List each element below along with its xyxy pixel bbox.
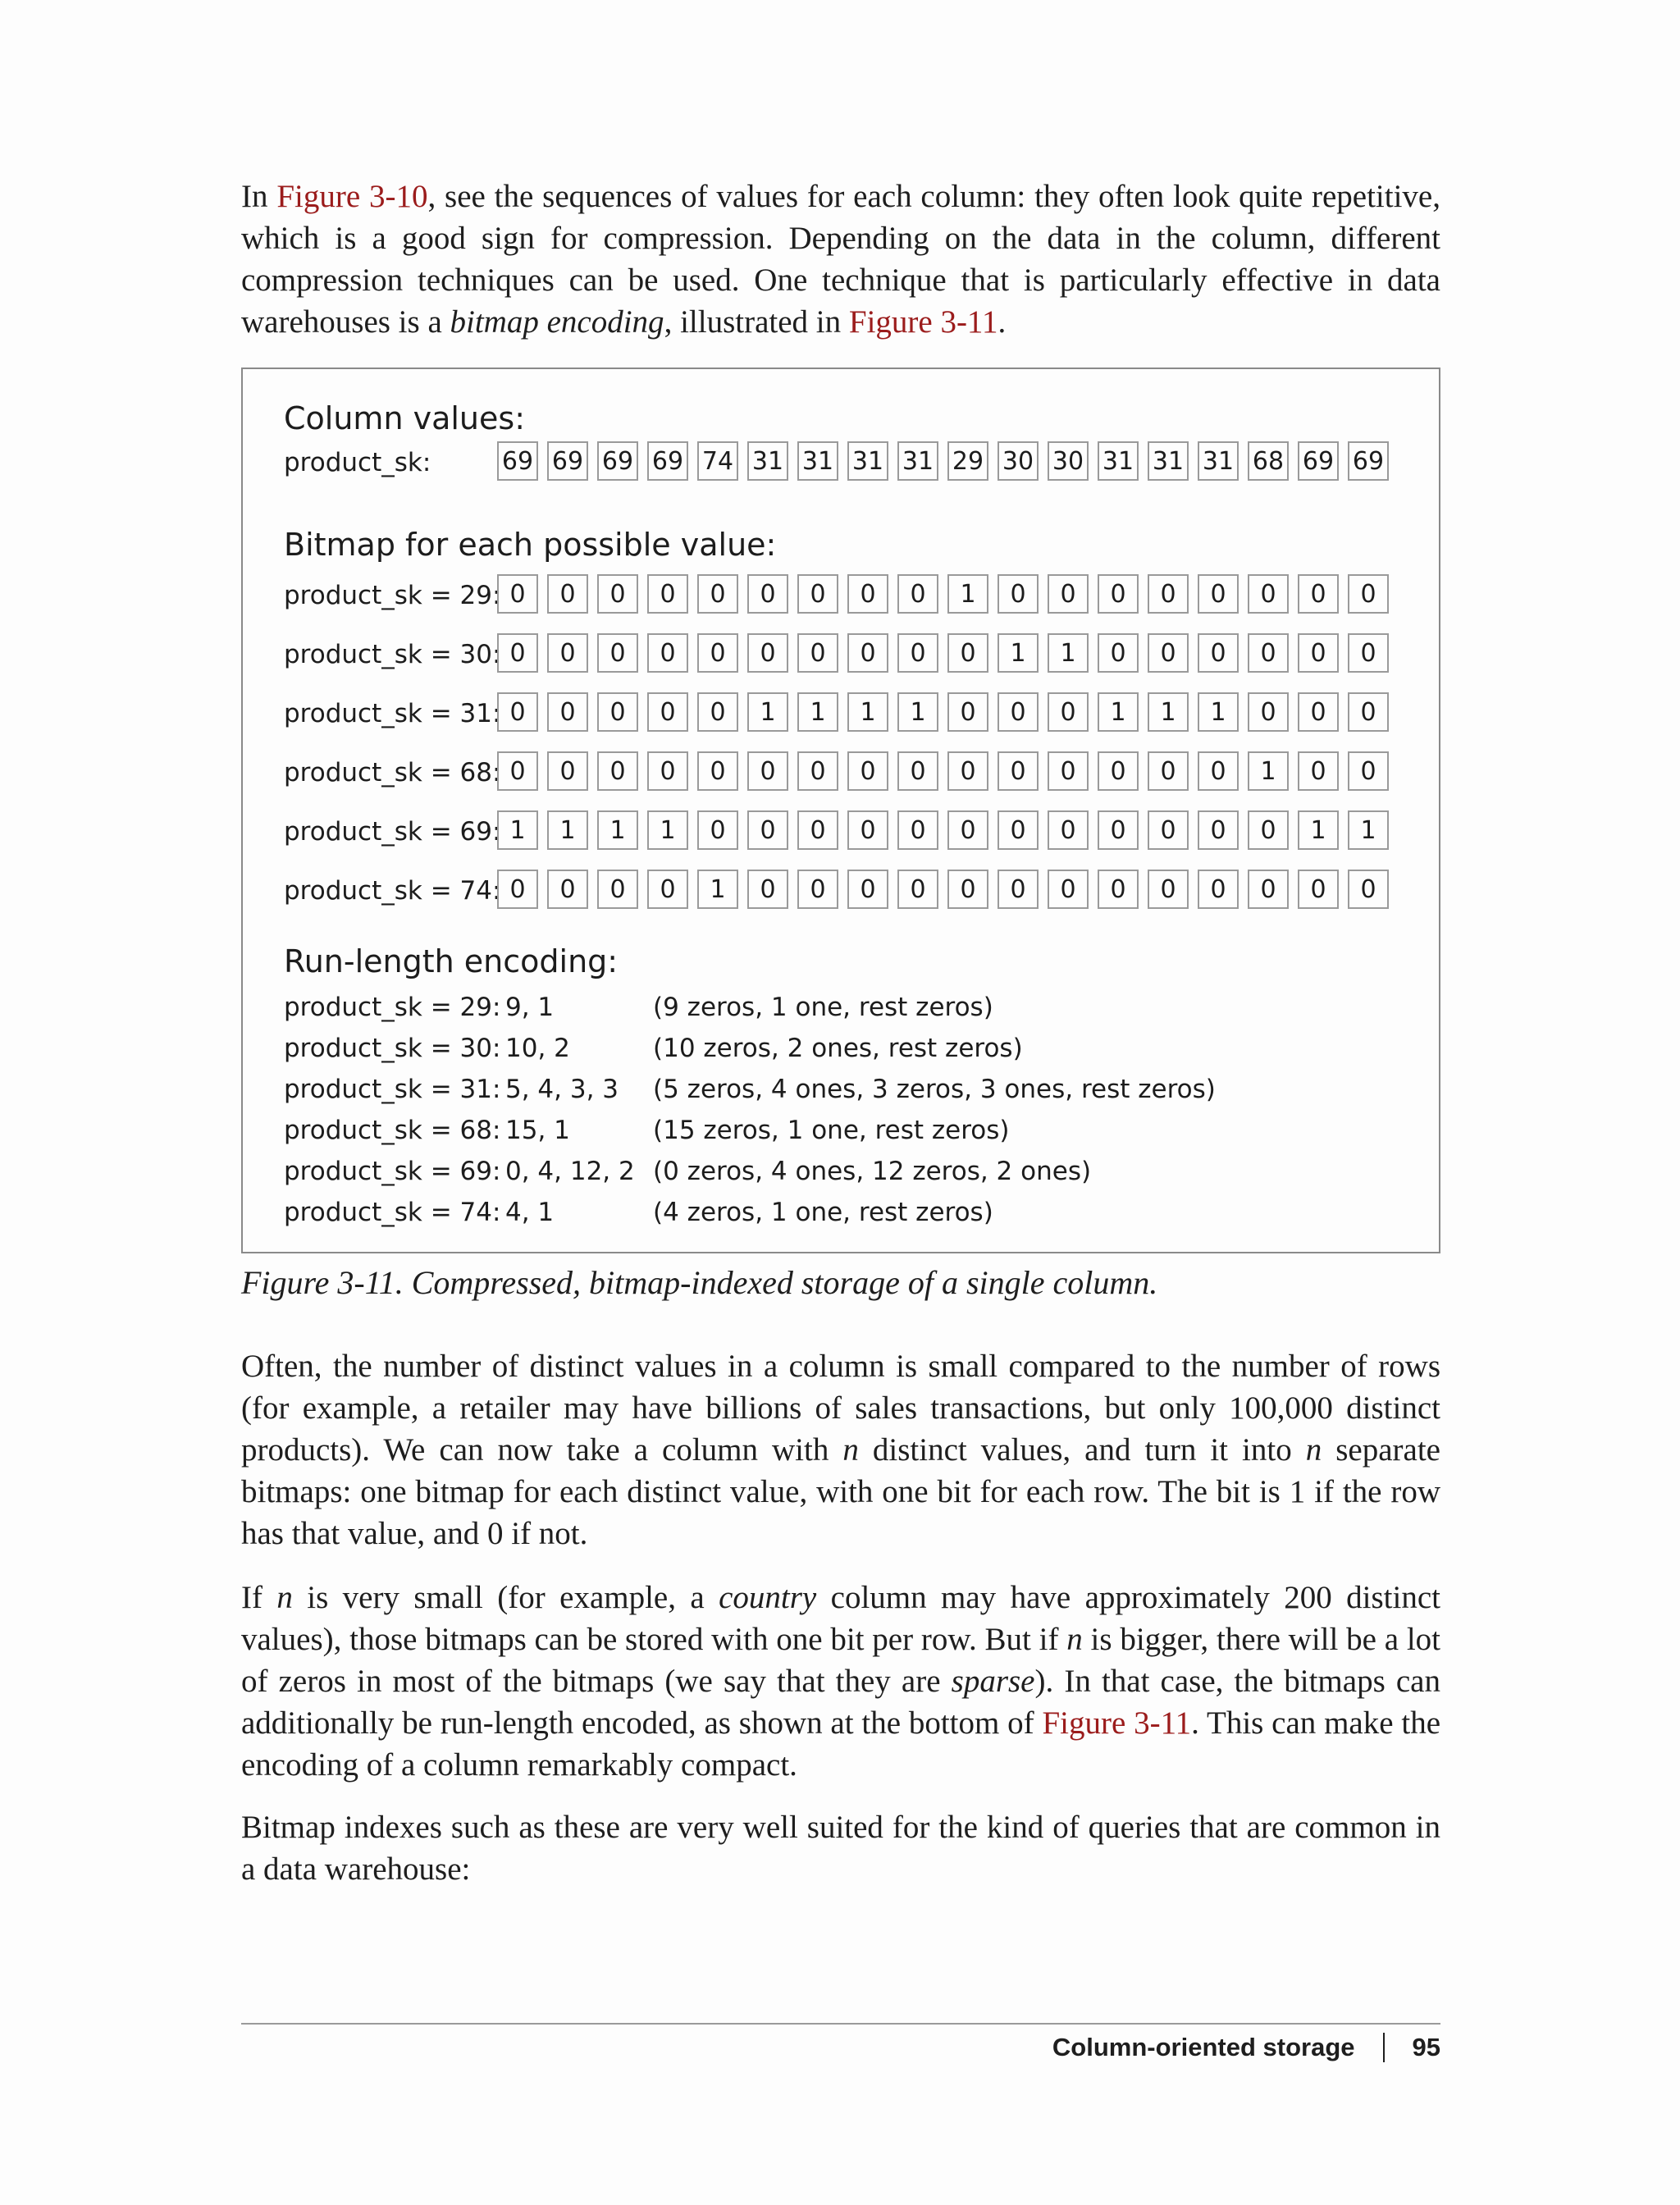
bit-cell: 0 xyxy=(947,751,988,791)
bitmap-row xyxy=(497,574,1389,614)
figure-3-11 xyxy=(241,368,1440,1253)
bit-cell: 0 xyxy=(1098,810,1139,850)
bit-cell: 0 xyxy=(497,870,538,909)
column-values-heading: Column values: xyxy=(284,400,525,436)
figure-3-10-link[interactable]: Figure 3-10 xyxy=(276,179,428,214)
bit-cell: 0 xyxy=(1248,633,1289,673)
rle-code: 9, 1 xyxy=(505,993,555,1022)
rle-description: (9 zeros, 1 one, rest zeros) xyxy=(653,993,993,1022)
bit-cell: 0 xyxy=(547,692,588,732)
rle-description: (5 zeros, 4 ones, 3 zeros, 3 ones, rest zeros) xyxy=(653,1075,1216,1104)
bit-cell: 0 xyxy=(897,751,938,791)
bit-cell: 0 xyxy=(497,692,538,732)
bit-cell: 0 xyxy=(1348,633,1389,673)
bit-cell: 0 xyxy=(647,692,688,732)
bit-cell: 0 xyxy=(1098,633,1139,673)
bit-cell: 0 xyxy=(797,751,838,791)
rle-code: 0, 4, 12, 2 xyxy=(505,1157,635,1186)
bit-cell: 0 xyxy=(897,574,938,614)
bit-cell: 0 xyxy=(1048,870,1089,909)
footer-section-title: Column-oriented storage xyxy=(1052,2033,1355,2061)
bit-cell: 1 xyxy=(847,692,888,732)
page-number: 95 xyxy=(1412,2033,1440,2061)
bit-cell: 69 xyxy=(597,441,638,481)
bit-cell: 0 xyxy=(1348,751,1389,791)
bit-cell: 0 xyxy=(797,870,838,909)
bit-cell: 0 xyxy=(797,810,838,850)
bitmap-row xyxy=(497,692,1389,732)
bit-cell: 0 xyxy=(947,810,988,850)
rle-code: 15, 1 xyxy=(505,1116,570,1145)
bit-cell: 0 xyxy=(1298,574,1339,614)
bit-cell: 69 xyxy=(1348,441,1389,481)
bit-cell: 0 xyxy=(497,574,538,614)
bit-cell: 0 xyxy=(1148,751,1189,791)
bit-cell: 0 xyxy=(747,870,788,909)
bitmap-row-label: product_sk = 31: xyxy=(284,699,501,728)
bit-cell: 69 xyxy=(1298,441,1339,481)
bit-cell: 69 xyxy=(647,441,688,481)
rle-row-label: product_sk = 29: xyxy=(284,993,501,1022)
bit-cell: 1 xyxy=(947,574,988,614)
bitmap-row-label: product_sk = 30: xyxy=(284,640,501,669)
bit-cell: 69 xyxy=(497,441,538,481)
bit-cell: 0 xyxy=(847,751,888,791)
bit-cell: 0 xyxy=(1098,574,1139,614)
bit-cell: 0 xyxy=(1048,751,1089,791)
bit-cell: 69 xyxy=(547,441,588,481)
bit-cell: 1 xyxy=(647,810,688,850)
bit-cell: 0 xyxy=(597,633,638,673)
bit-cell: 0 xyxy=(547,574,588,614)
column-label: product_sk: xyxy=(284,448,431,477)
bit-cell: 0 xyxy=(998,692,1039,732)
bit-cell: 0 xyxy=(547,633,588,673)
bit-cell: 1 xyxy=(747,692,788,732)
bit-cell: 0 xyxy=(547,751,588,791)
bit-cell: 1 xyxy=(897,692,938,732)
bit-cell: 0 xyxy=(1198,751,1239,791)
paragraph-distinct-values: Often, the number of distinct values in a column is small compared to the number of rows (for example, a retailer may have billions of sales transactions, but only 100,000 distinct products). We can now take a column with n distinct values, and turn it into n separate bitmaps: one bitmap for each distinct value, with one bit for each row. The bit is 1 if the row has that value, and 0 if not. xyxy=(241,1349,1440,1551)
bit-cell: 0 xyxy=(1298,633,1339,673)
bit-cell: 1 xyxy=(1248,751,1289,791)
bit-cell: 0 xyxy=(1198,574,1239,614)
bit-cell: 0 xyxy=(697,574,738,614)
bit-cell: 0 xyxy=(1248,870,1289,909)
bit-cell: 1 xyxy=(547,810,588,850)
bit-cell: 0 xyxy=(1048,692,1089,732)
bit-cell: 0 xyxy=(1198,810,1239,850)
bit-cell: 0 xyxy=(747,574,788,614)
bit-cell: 0 xyxy=(697,633,738,673)
bit-cell: 0 xyxy=(497,751,538,791)
bit-cell: 0 xyxy=(797,574,838,614)
bit-cell: 1 xyxy=(697,870,738,909)
bit-cell: 0 xyxy=(998,810,1039,850)
bit-cell: 0 xyxy=(747,751,788,791)
bit-cell: 1 xyxy=(1348,810,1389,850)
bit-cell: 0 xyxy=(1148,870,1189,909)
bit-cell: 0 xyxy=(1048,574,1089,614)
bit-cell: 0 xyxy=(497,633,538,673)
bit-cell: 0 xyxy=(747,633,788,673)
bit-cell: 1 xyxy=(1298,810,1339,850)
rle-description: (4 zeros, 1 one, rest zeros) xyxy=(653,1198,993,1227)
bit-cell: 0 xyxy=(1348,870,1389,909)
bit-cell: 0 xyxy=(597,751,638,791)
bitmap-row-label: product_sk = 74: xyxy=(284,876,501,906)
bit-cell: 0 xyxy=(747,810,788,850)
bit-cell: 0 xyxy=(1198,633,1239,673)
bit-cell: 0 xyxy=(597,870,638,909)
bit-cell: 1 xyxy=(497,810,538,850)
bit-cell: 31 xyxy=(747,441,788,481)
bit-cell: 0 xyxy=(998,870,1039,909)
bit-cell: 0 xyxy=(1198,870,1239,909)
bit-cell: 31 xyxy=(847,441,888,481)
bit-cell: 0 xyxy=(998,751,1039,791)
bit-cell: 1 xyxy=(1048,633,1089,673)
rle-row-label: product_sk = 74: xyxy=(284,1198,501,1227)
bit-cell: 31 xyxy=(1198,441,1239,481)
bit-cell: 1 xyxy=(1098,692,1139,732)
rle-description: (0 zeros, 4 ones, 12 zeros, 2 ones) xyxy=(653,1157,1092,1186)
bit-cell: 0 xyxy=(647,751,688,791)
bit-cell: 1 xyxy=(597,810,638,850)
bitmap-row-label: product_sk = 68: xyxy=(284,758,501,788)
rle-row-label: product_sk = 69: xyxy=(284,1157,501,1186)
rle-heading: Run-length encoding: xyxy=(284,943,619,979)
bit-cell: 0 xyxy=(947,633,988,673)
bit-cell: 0 xyxy=(1248,574,1289,614)
bit-cell: 1 xyxy=(797,692,838,732)
figure-3-11-link[interactable]: Figure 3-11 xyxy=(848,304,998,340)
bitmap-row xyxy=(497,751,1389,791)
bit-cell: 0 xyxy=(547,870,588,909)
bit-cell: 0 xyxy=(947,692,988,732)
bit-cell: 0 xyxy=(797,633,838,673)
rle-code: 5, 4, 3, 3 xyxy=(505,1075,619,1104)
bit-cell: 0 xyxy=(647,870,688,909)
bit-cell: 0 xyxy=(1348,574,1389,614)
rle-code: 4, 1 xyxy=(505,1198,555,1227)
bit-cell: 0 xyxy=(1148,810,1189,850)
bitmap-row xyxy=(497,633,1389,673)
page-footer xyxy=(1052,2033,1440,2062)
bit-cell: 1 xyxy=(1148,692,1189,732)
bit-cell: 0 xyxy=(1298,751,1339,791)
bit-cell: 31 xyxy=(1098,441,1139,481)
rle-row-label: product_sk = 31: xyxy=(284,1075,501,1104)
footer-rule xyxy=(241,2023,1440,2025)
bit-cell: 74 xyxy=(697,441,738,481)
bit-cell: 0 xyxy=(1298,870,1339,909)
bit-cell: 0 xyxy=(897,810,938,850)
figure-3-11-link-2[interactable]: Figure 3-11 xyxy=(1042,1705,1192,1741)
bit-cell: 31 xyxy=(897,441,938,481)
bit-cell: 0 xyxy=(697,810,738,850)
bit-cell: 0 xyxy=(1298,692,1339,732)
bit-cell: 30 xyxy=(1048,441,1089,481)
figure-caption: Figure 3-11. Compressed, bitmap-indexed storage of a single column. xyxy=(241,1264,1158,1301)
bit-cell: 68 xyxy=(1248,441,1289,481)
rle-description: (15 zeros, 1 one, rest zeros) xyxy=(653,1116,1010,1145)
intro-paragraph: In Figure 3-10, see the sequences of values for each column: they often look quite repetitive, which is a good sign for compression. Depending on the data in the column, different compression techniques can be used. One technique that is particularly effective in data warehouses is a bitmap encoding, illustrated in Figure 3-11. xyxy=(241,179,1440,340)
paragraph-bitmap-queries: Bitmap indexes such as these are very well suited for the kind of queries that are common in a data warehouse: xyxy=(241,1810,1440,1887)
paragraph-sparse-bitmaps: If n is very small (for example, a country column may have approximately 200 distinct values), those bitmaps can be stored with one bit per row. But if n is bigger, there will be a lot of zeros in most of the bitmaps (we say that they are sparse). In that case, the bitmaps can additionally be run-length encoded, as shown at the bottom of Figure 3-11. This can make the encoding of a column remarkably compact. xyxy=(241,1580,1441,1783)
bit-cell: 31 xyxy=(797,441,838,481)
bitmap-row xyxy=(497,870,1389,909)
bit-cell: 0 xyxy=(847,810,888,850)
bit-cell: 0 xyxy=(647,633,688,673)
bit-cell: 0 xyxy=(1248,810,1289,850)
bit-cell: 0 xyxy=(847,870,888,909)
bit-cell: 0 xyxy=(697,751,738,791)
bit-cell: 0 xyxy=(897,870,938,909)
rle-code: 10, 2 xyxy=(505,1034,570,1063)
bit-cell: 29 xyxy=(947,441,988,481)
bit-cell: 0 xyxy=(1048,810,1089,850)
bitmap-heading: Bitmap for each possible value: xyxy=(284,527,777,563)
bit-cell: 0 xyxy=(1148,633,1189,673)
bit-cell: 30 xyxy=(998,441,1039,481)
bitmap-row-label: product_sk = 69: xyxy=(284,817,501,847)
footer-separator xyxy=(1383,2033,1385,2062)
bit-cell: 1 xyxy=(998,633,1039,673)
bit-cell: 0 xyxy=(897,633,938,673)
bit-cell: 0 xyxy=(998,574,1039,614)
bit-cell: 0 xyxy=(1148,574,1189,614)
bit-cell: 0 xyxy=(647,574,688,614)
bit-cell: 0 xyxy=(1248,692,1289,732)
bit-cell: 0 xyxy=(1348,692,1389,732)
bit-cell: 0 xyxy=(1098,870,1139,909)
bit-cell: 0 xyxy=(597,574,638,614)
bit-cell: 0 xyxy=(947,870,988,909)
column-values-row xyxy=(497,441,1389,481)
bit-cell: 1 xyxy=(1198,692,1239,732)
bitmap-row-label: product_sk = 29: xyxy=(284,581,501,610)
bit-cell: 0 xyxy=(847,574,888,614)
rle-row-label: product_sk = 30: xyxy=(284,1034,501,1063)
bitmap-row xyxy=(497,810,1389,850)
rle-description: (10 zeros, 2 ones, rest zeros) xyxy=(653,1034,1023,1063)
bit-cell: 0 xyxy=(847,633,888,673)
bit-cell: 0 xyxy=(597,692,638,732)
bit-cell: 0 xyxy=(697,692,738,732)
rle-row-label: product_sk = 68: xyxy=(284,1116,501,1145)
bit-cell: 0 xyxy=(1098,751,1139,791)
bit-cell: 31 xyxy=(1148,441,1189,481)
